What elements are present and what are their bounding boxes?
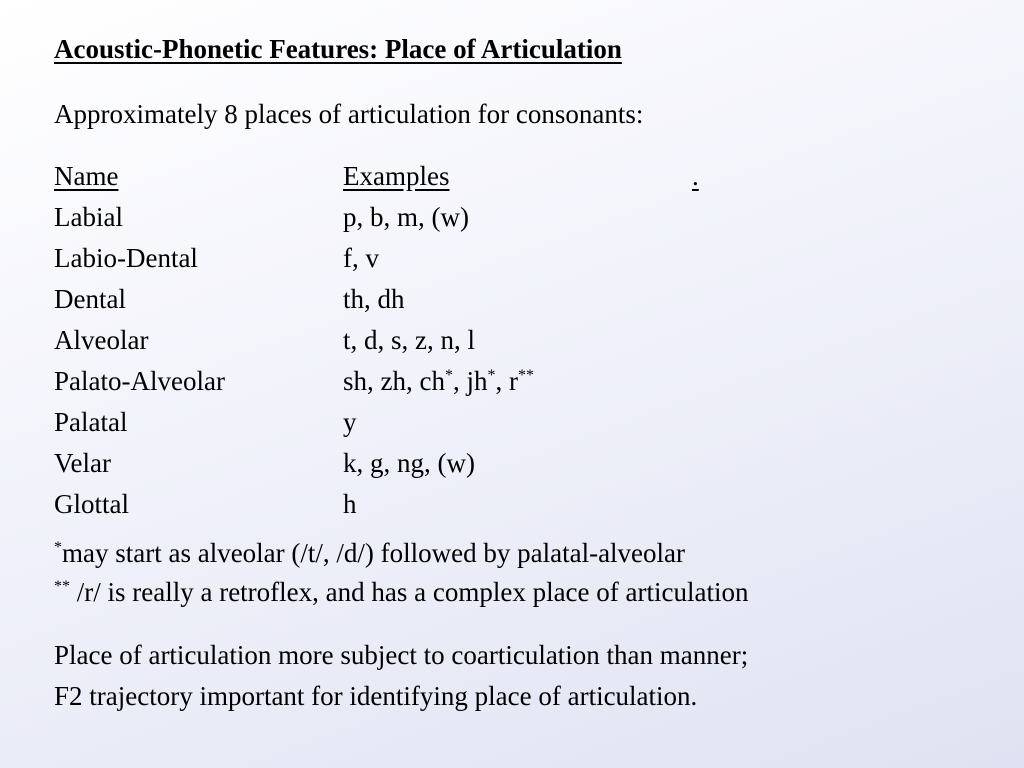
- table-row: [54, 361, 994, 402]
- place-name: Glottal: [54, 489, 129, 519]
- place-examples: [343, 361, 743, 402]
- place-examples: f, v: [343, 243, 379, 273]
- example-text: , r: [495, 366, 518, 396]
- table-row: [54, 238, 994, 279]
- table-row: [54, 443, 994, 484]
- table-row: [54, 320, 994, 361]
- footnote: [54, 534, 994, 573]
- footnote-marker: **: [518, 367, 534, 384]
- place-name: Dental: [54, 284, 126, 314]
- footnote-marker: **: [54, 578, 70, 595]
- table-row: [54, 484, 994, 525]
- places-table: [54, 156, 994, 525]
- table-row: [54, 197, 994, 238]
- intro-text: Approximately 8 places of articulation for consonants:: [54, 99, 644, 129]
- header-examples: Examples: [343, 161, 450, 191]
- place-name: Labio-Dental: [54, 243, 198, 273]
- footnote-text: /r/ is really a retroflex, and has a complex place of articulation: [70, 577, 749, 607]
- conclusion-line: F2 trajectory important for identifying place of articulation.: [54, 681, 698, 711]
- table-row: [54, 402, 994, 443]
- header-name: Name: [54, 161, 119, 191]
- place-name: Velar: [54, 448, 111, 478]
- footnote-marker: *: [487, 367, 496, 384]
- place-examples: th, dh: [343, 284, 405, 314]
- footnote-marker: *: [444, 367, 453, 384]
- place-name: Palatal: [54, 407, 128, 437]
- footnote-text: may start as alveolar (/t/, /d/) followed by palatal-alveolar: [62, 538, 686, 568]
- footnotes: [54, 534, 994, 612]
- place-examples: h: [343, 489, 357, 519]
- example-text: , jh: [452, 366, 488, 396]
- slide-title: Acoustic-Phonetic Features: Place of Articulation: [54, 34, 622, 64]
- table-header-row: [54, 156, 994, 197]
- slide: [54, 30, 994, 717]
- table-row: [54, 279, 994, 320]
- place-name: Labial: [54, 202, 123, 232]
- place-name: Palato-Alveolar: [54, 366, 225, 396]
- conclusion-line: Place of articulation more subject to coarticulation than manner;: [54, 640, 749, 670]
- place-examples: t, d, s, z, n, l: [343, 325, 475, 355]
- place-examples: p, b, m, (w): [343, 202, 469, 232]
- example-text: sh, zh, ch: [343, 366, 445, 396]
- footnote-marker: *: [54, 539, 62, 556]
- place-name: Alveolar: [54, 325, 149, 355]
- footnote: [54, 573, 994, 612]
- conclusion: [54, 635, 994, 717]
- place-examples: y: [343, 407, 357, 437]
- header-trailing: .: [692, 161, 699, 191]
- place-examples: k, g, ng, (w): [343, 448, 475, 478]
